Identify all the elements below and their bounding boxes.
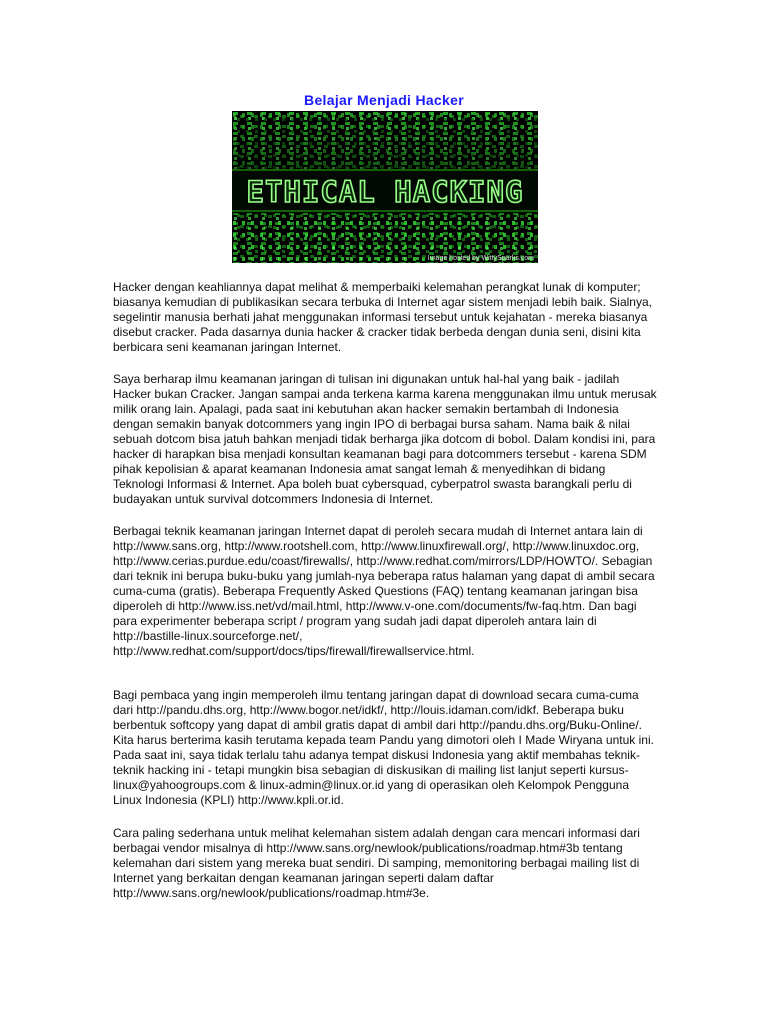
- paragraph-vendor-info: Cara paling sederhana untuk melihat kelemahan sistem adalah dengan cara mencari informasi dari berbagai vendor misalnya di http://www.sans.org/newlook/publications/roadmap.htm#3b tentang kelemahan dari sistem yang mereka buat sendiri. Di samping, memonitoring berbagai mailing list di Internet yang berkaitan dengan keamanan jaringan seperti dalam daftar http://www.sans.org/newlook/publications/roadmap.htm#3e.: [113, 826, 640, 900]
- banner-headline: ETHICAL HACKING: [246, 175, 524, 209]
- matrix-code-graphic: [232, 111, 538, 263]
- paragraph-hacker-not-cracker: Saya berharap ilmu keamanan jaringan di tulisan ini digunakan untuk hal-hal yang baik - jadilah Hacker bukan Cracker. Jangan sampai anda terkena karma karena menggunakan ilmu untuk merusak milik orang lain. Apalagi, pada saat ini kebutuhan akan hacker semakin bertambah di Indonesia dengan semakin banyak dotcommers yang ingin IPO di berbagai bursa saham. Nama baik & nilai sebuah dotcom bisa jatuh bahkan menjadi tidak berharga jika dotcom di bobol. Dalam kondisi ini, para hacker di harapkan bisa menjadi konsultan keamanan bagi para dotcommers tersebut - karena SDM pihak kepolisian & aparat keamanan Indonesia amat sangat lemah & menyedihkan di bidang Teknologi Informasi & Internet. Apa boleh buat cybersquad, cyberpatrol swasta barangkali perlu di budayakan untuk survival dotcommers Indonesia di Internet.: [113, 372, 657, 506]
- page-title: Belajar Menjadi Hacker: [304, 92, 464, 108]
- image-credit: Image hosted by WittySparks.com: [427, 255, 534, 262]
- ethical-hacking-banner-image: [232, 111, 538, 263]
- paragraph-security-resources: Berbagai teknik keamanan jaringan Internet dapat di peroleh secara mudah di Internet antara lain di http://www.sans.org, http://www.rootshell.com, http://www.linuxfirewall.org/, http://www.linuxdoc.org, http://www.cerias.purdue.edu/coast/firewalls/, http://www.redhat.com/mirrors/LDP/HOWTO/. Sebagian dari teknik ini berupa buku-buku yang jumlah-nya beberapa ratus halaman yang dapat di ambil secara cuma-cuma (gratis). Beberapa Frequently Asked Questions (FAQ) tentang keamanan jaringan bisa diperoleh di http://www.iss.net/vd/mail.html, http://www.v-one.com/documents/fw-faq.htm. Dan bagi para experimenter beberapa script / program yang sudah jadi dapat diperoleh antara lain di http://bastille-linux.sourceforge.net/, http://www.redhat.com/support/docs/tips/firewall/firewallservice.html.: [113, 524, 655, 658]
- paragraph-download-resources: Bagi pembaca yang ingin memperoleh ilmu tentang jaringan dapat di download secara cuma-cuma dari http://pandu.dhs.org, http://www.bogor.net/idkf/, http://louis.idaman.com/idkf. Beberapa buku berbentuk softcopy yang dapat di ambil gratis dapat di ambil dari http://pandu.dhs.org/Buku-Online/. Kita harus berterima kasih terutama kepada team Pandu yang dimotori oleh I Made Wiryana untuk ini. Pada saat ini, saya tidak terlalu tahu adanya tempat diskusi Indonesia yang aktif membahas teknik-teknik hacking ini - tetapi mungkin bisa sebagian di diskusikan di mailing list lanjut seperti kursus-linux@yahoogroups.com & linux-admin@linux.or.id yang di operasikan oleh Kelompok Pengguna Linux Indonesia (KPLI) http://www.kpli.or.id.: [113, 688, 654, 807]
- paragraph-intro: Hacker dengan keahliannya dapat melihat & memperbaiki kelemahan perangkat lunak di komputer; biasanya kemudian di publikasikan secara terbuka di Internet agar sistem menjadi lebih baik. Sialnya, segelintir manusia berhati jahat menggunakan informasi tersebut untuk kejahatan - mereka biasanya disebut cracker. Pada dasarnya dunia hacker & cracker tidak berbeda dengan dunia seni, disini kita berbicara seni keamanan jaringan Internet.: [113, 280, 652, 354]
